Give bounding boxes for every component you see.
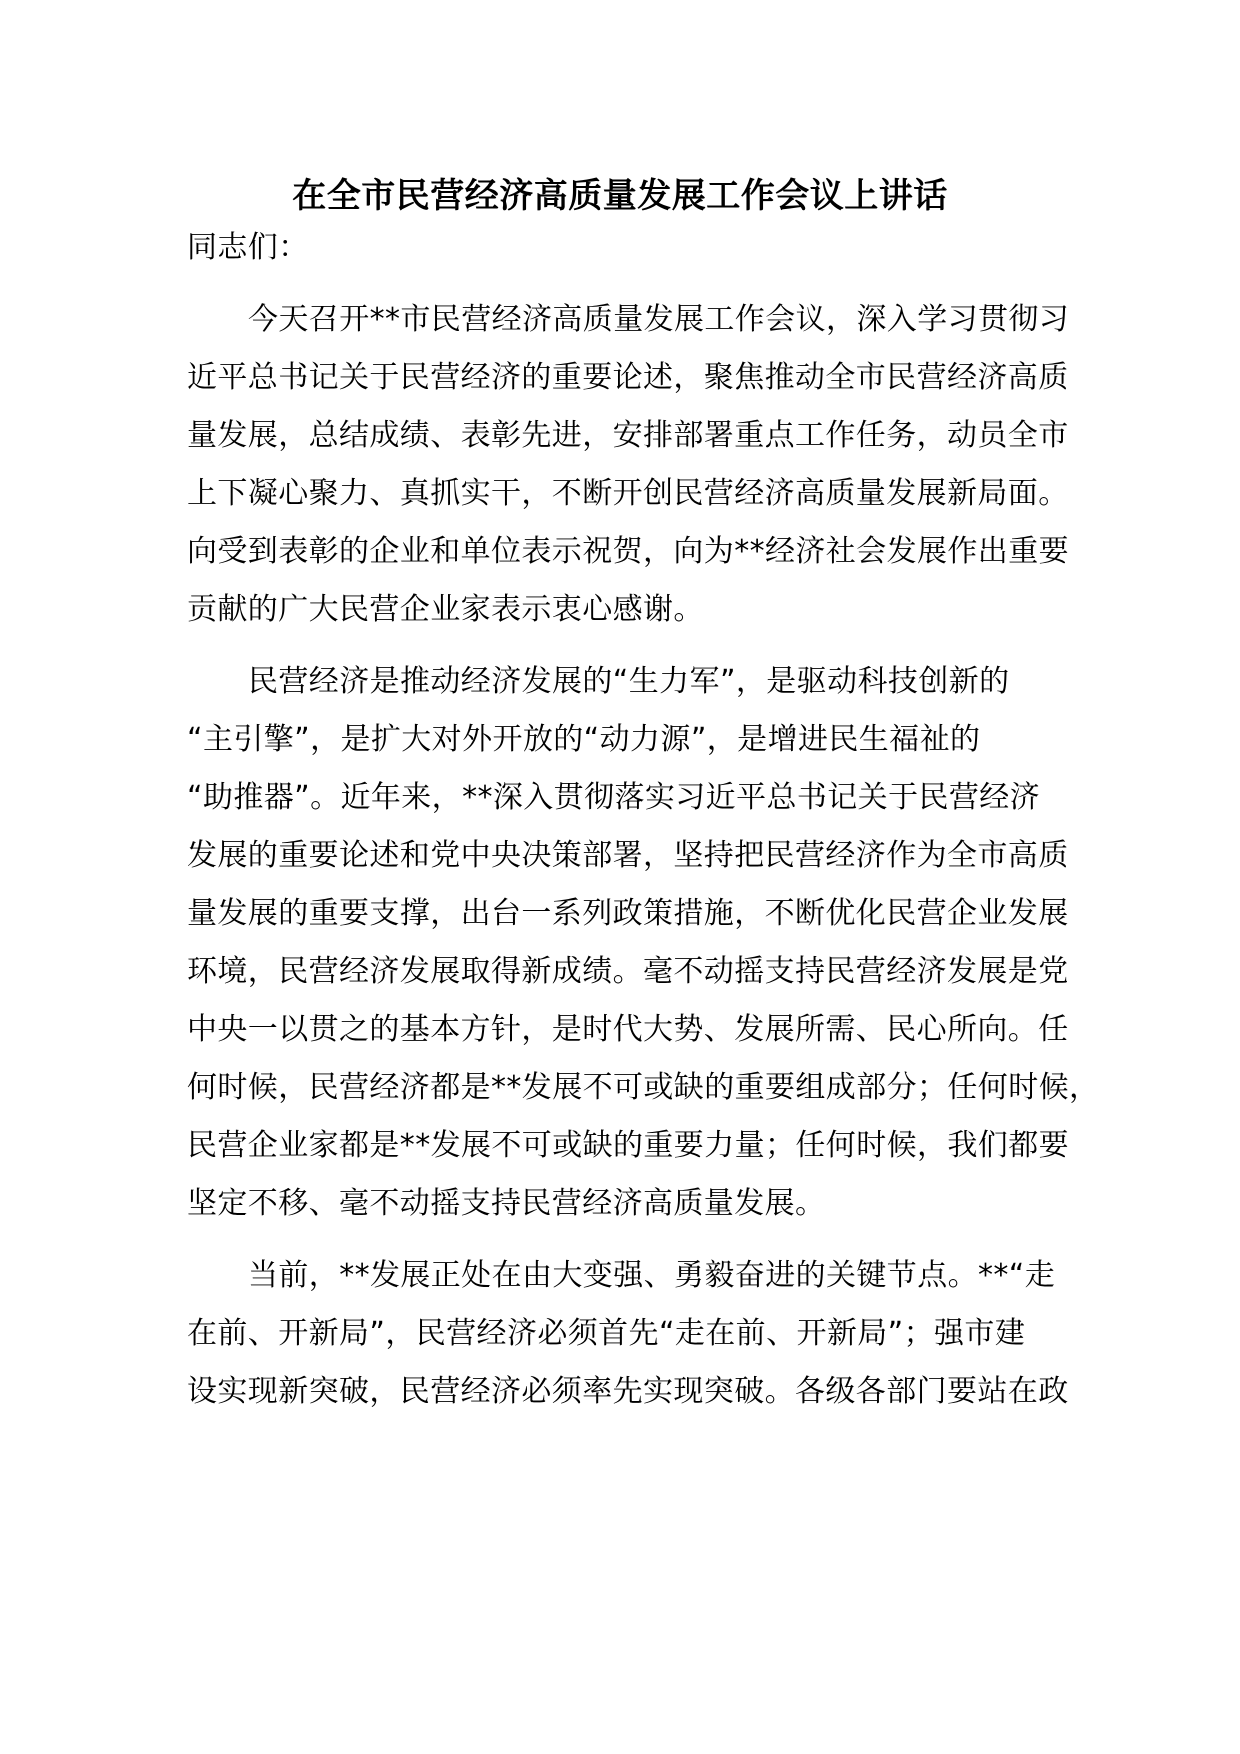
document-body [187, 0, 1100, 1754]
paragraph-line: 量发展的重要支撑，出台一系列政策措施，不断优化民营企业发展 [187, 896, 1069, 931]
paragraph-line: 民营企业家都是**发展不可或缺的重要力量；任何时候，我们都要 [187, 1128, 1069, 1163]
paragraph-line: 坚定不移、毫不动摇支持民营经济高质量发展。 [187, 1186, 826, 1221]
paragraph-line: 近平总书记关于民营经济的重要论述，聚焦推动全市民营经济高质 [187, 360, 1069, 395]
document-title: 在全市民营经济高质量发展工作会议上讲话 [292, 176, 948, 216]
salutation: 同志们： [187, 230, 309, 265]
paragraph-line: 当前，**发展正处在由大变强、勇毅奋进的关键节点。**“走 [248, 1258, 1056, 1293]
paragraph-line: 环境，民营经济发展取得新成绩。毫不动摇支持民营经济发展是党 [187, 954, 1069, 989]
paragraph-line: 中央一以贯之的基本方针，是时代大势、发展所需、民心所向。任 [187, 1012, 1069, 1047]
paragraph-line: “主引擎”，是扩大对外开放的“动力源”，是增进民生福祉的 [187, 722, 981, 757]
paragraph-line: 贡献的广大民营企业家表示衷心感谢。 [187, 592, 704, 627]
paragraph-line: 今天召开**市民营经济高质量发展工作会议，深入学习贯彻习 [248, 302, 1070, 337]
paragraph-line: 上下凝心聚力、真抓实干，不断开创民营经济高质量发展新局面。 [187, 476, 1069, 511]
paragraph-line: 向受到表彰的企业和单位表示祝贺，向为**经济社会发展作出重要 [187, 534, 1069, 569]
paragraph-line: 民营经济是推动经济发展的“生力军”，是驱动科技创新的 [248, 664, 1010, 699]
paragraph-line: 设实现新突破，民营经济必须率先实现突破。各级各部门要站在政 [187, 1374, 1069, 1409]
paragraph-line: 在前、开新局”，民营经济必须首先“走在前、开新局”；强市建 [187, 1316, 1026, 1351]
paragraph-line: 量发展，总结成绩、表彰先进，安排部署重点工作任务，动员全市 [187, 418, 1069, 453]
paragraph-line: “助推器”。近年来，**深入贯彻落实习近平总书记关于民营经济 [187, 780, 1041, 815]
paragraph-line: 何时候，民营经济都是**发展不可或缺的重要组成部分；任何时候， [187, 1070, 1100, 1105]
paragraph-line: 发展的重要论述和党中央决策部署，坚持把民营经济作为全市高质 [187, 838, 1069, 873]
